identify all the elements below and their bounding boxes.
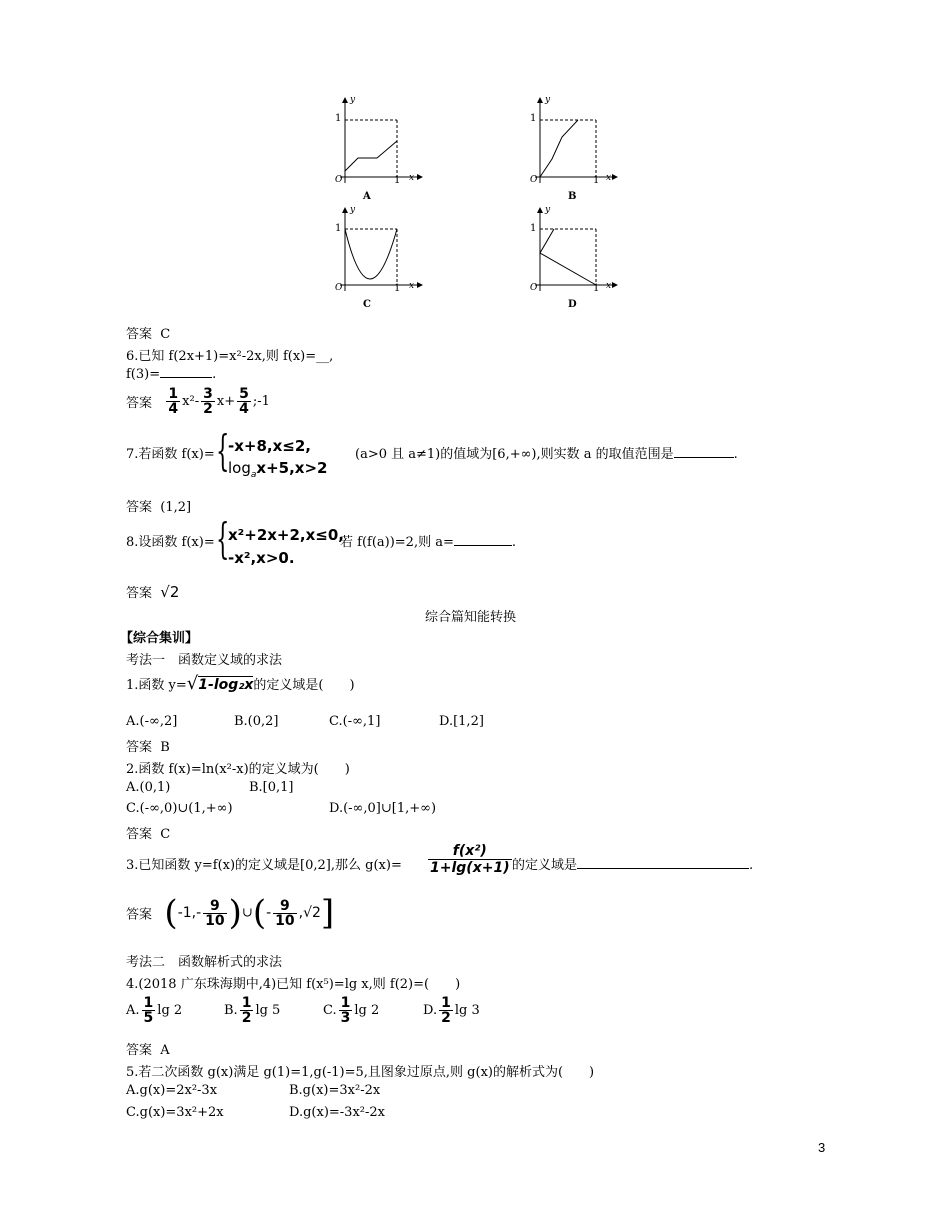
y-axis-label: y [545, 95, 551, 105]
term: x²- [182, 394, 200, 409]
q8-answer [126, 582, 179, 601]
section-subtitle: 【综合集训】 [120, 631, 199, 646]
p3-answer [126, 893, 334, 933]
fraction: $\frac{1}{5}$ [143, 995, 154, 1026]
tick-one-x: 1 [394, 283, 401, 294]
fraction: $\frac{9}{10}$ [205, 897, 225, 929]
q6-f3-label: f(3)= [126, 367, 161, 382]
graph-c [325, 205, 425, 315]
graph-label: B [568, 191, 577, 202]
q7-suffix [355, 443, 738, 462]
q7-answer [126, 496, 191, 515]
x-axis-label: x [409, 173, 415, 183]
answer-blank [160, 377, 212, 378]
answer-value: B [160, 740, 170, 755]
union-symbol: ∪ [241, 905, 253, 921]
p2-answer [126, 823, 170, 842]
tick-one-x: 1 [394, 175, 401, 186]
q6-stem: 6.已知 f(2x+1)=x²-2x,则 f(x)=__, [126, 349, 334, 364]
p5-option-c[interactable]: C.g(x)=3x²+2x [126, 1105, 224, 1120]
graph-d [520, 205, 620, 315]
q5-answer [126, 323, 170, 342]
origin-label: O [335, 283, 343, 293]
p1-option-c[interactable]: C.(-∞,1] [329, 714, 381, 729]
option-text: lg 5 [255, 1003, 281, 1018]
q7-text: (a>0 且 a≠1)的值域为[6,+∞),则实数 a 的取值范围是 [355, 447, 674, 462]
q7-prefix: 7.若函数 f(x)= [126, 447, 215, 462]
period: . [511, 535, 517, 550]
fraction: $\frac{1}{2}$ [441, 995, 451, 1026]
q7-case2 [228, 459, 327, 480]
answer-label: 答案 [126, 586, 153, 601]
fraction: $\frac{9}{10}$ [275, 897, 295, 929]
q8-case2: -x²,x>0. [228, 549, 295, 567]
period: . [749, 858, 754, 873]
minus-sign: - [266, 905, 272, 921]
answer-value: (1,2] [160, 500, 192, 515]
p1-suffix: 的定义域是( ) [253, 678, 355, 693]
log-text: log [228, 459, 251, 477]
right-bracket: ] [320, 893, 335, 933]
answer-label: 答案 [126, 327, 153, 342]
p2-stem: 2.函数 f(x)=ln(x²-x)的定义域为( ) [126, 762, 350, 777]
answer-blank [674, 457, 734, 458]
answer-label: 答案 [126, 907, 153, 923]
option-text: lg 3 [454, 1003, 480, 1018]
left-brace: { [216, 514, 230, 563]
option-text: lg 2 [157, 1003, 183, 1018]
fraction-denominator: 1+lg(x+1) [430, 860, 510, 876]
answer-value: C [160, 827, 171, 842]
tick-one-x: 1 [593, 175, 600, 186]
p3-stem-suffix [512, 854, 753, 873]
p4-answer [126, 1039, 170, 1058]
graph-label: D [568, 299, 577, 310]
origin-label: O [530, 175, 538, 185]
p4-option-b[interactable] [224, 996, 280, 1025]
q8-suffix [340, 531, 516, 550]
x-axis-label: x [606, 173, 612, 183]
answer-value: A [160, 1043, 170, 1058]
p1-stem [126, 673, 355, 694]
option-text: lg 2 [354, 1003, 380, 1018]
option-letter: C. [323, 1003, 337, 1018]
q8-case1: x²+2x+2,x≤0, [228, 526, 345, 544]
answer-label: 答案 [126, 827, 153, 842]
fraction: $\frac{1}{2}$ [241, 995, 252, 1026]
period: . [212, 367, 217, 382]
p3-suffix: 的定义域是 [512, 858, 578, 873]
p1-option-b[interactable]: B.(0,2] [234, 714, 279, 729]
answer-value: C [160, 327, 171, 342]
graph-label: A [363, 191, 371, 202]
term: ;-1 [252, 394, 270, 409]
p5-option-d[interactable]: D.g(x)=-3x²-2x [289, 1105, 385, 1120]
p2-option-a[interactable]: A.(0,1) [126, 780, 171, 795]
q6-answer [126, 387, 270, 416]
answer-label: 答案 [126, 396, 153, 411]
log-base: a [250, 470, 257, 480]
origin-label: O [530, 283, 538, 293]
interval-start: -1,- [177, 905, 202, 921]
left-paren: ( [252, 893, 267, 933]
option-letter: D. [423, 1003, 438, 1018]
p4-option-c[interactable] [323, 996, 379, 1025]
graph-b [520, 97, 620, 207]
q8-prefix: 8.设函数 f(x)= [126, 535, 215, 550]
answer-blank [577, 868, 749, 869]
q7-case1: -x+8,x≤2, [228, 437, 311, 455]
p5-option-a[interactable]: A.g(x)=2x²-3x [126, 1083, 218, 1098]
option-letter: A. [126, 1003, 140, 1018]
p4-stem: 4.(2018 广东珠海期中,4)已知 f(x⁵)=lg x,则 f(2)=( ) [126, 977, 461, 992]
right-paren: ) [228, 893, 242, 933]
fraction: $\frac{5}{4}$ [239, 386, 249, 417]
sqrt-sign: √ [186, 673, 199, 694]
answer-label: 答案 [126, 740, 153, 755]
q8-text: 若 f(f(a))=2,则 a= [340, 535, 454, 550]
y-axis-label: y [350, 205, 356, 215]
p2-option-c[interactable]: C.(-∞,0)∪(1,+∞) [126, 801, 233, 816]
interval-end: ,√2 [298, 905, 321, 921]
y-axis-label: y [350, 95, 356, 105]
p1-option-d[interactable]: D.[1,2] [439, 714, 484, 729]
method-2-title: 考法二 函数解析式的求法 [126, 955, 283, 970]
q6-line2 [126, 367, 216, 382]
fraction: $\frac{1}{3}$ [340, 995, 351, 1026]
p2-option-b[interactable]: B.[0,1] [249, 780, 294, 795]
p3-stem-prefix: 3.已知函数 y=f(x)的定义域是[0,2],那么 g(x)= [126, 858, 402, 873]
fraction-numerator: f(x²) [428, 843, 512, 860]
tick-one-y: 1 [530, 113, 537, 124]
origin-label: O [335, 175, 343, 185]
y-axis-label: y [545, 205, 551, 215]
period: . [733, 447, 738, 462]
graph-a [325, 97, 425, 207]
p1-answer [126, 736, 170, 755]
graph-label: C [363, 299, 371, 310]
option-letter: B. [224, 1003, 238, 1018]
x-axis-label: x [409, 281, 415, 291]
left-brace: { [216, 426, 230, 475]
p4-option-d[interactable] [423, 996, 480, 1025]
page-number: 3 [818, 1140, 826, 1155]
fraction: $\frac{3}{2}$ [203, 386, 213, 417]
tick-one-x: 1 [593, 283, 600, 294]
fraction: $\frac{1}{4}$ [168, 386, 179, 417]
sqrt-radicand: 1-log₂x [198, 677, 254, 693]
p1-option-a[interactable]: A.(-∞,2] [126, 714, 178, 729]
tick-one-y: 1 [335, 113, 342, 124]
answer-value: √2 [160, 583, 180, 601]
tick-one-y: 1 [335, 223, 342, 234]
p5-stem: 5.若二次函数 g(x)满足 g(1)=1,g(-1)=5,且图象过原点,则 g(x)的解析式为( ) [126, 1065, 595, 1080]
answer-label: 答案 [126, 1043, 153, 1058]
p5-option-b[interactable]: B.g(x)=3x²-2x [289, 1083, 381, 1098]
left-paren: ( [164, 893, 178, 933]
p2-option-d[interactable]: D.(-∞,0]∪[1,+∞) [329, 801, 437, 816]
answer-label: 答案 [126, 500, 153, 515]
case-rest: x+5,x>2 [256, 459, 328, 477]
answer-blank [454, 545, 512, 546]
tick-one-y: 1 [530, 223, 537, 234]
term: x+ [216, 394, 236, 409]
x-axis-label: x [606, 281, 612, 291]
method-1-title: 考法一 函数定义域的求法 [126, 653, 283, 668]
p4-option-a[interactable] [126, 996, 182, 1025]
p1-prefix: 1.函数 y= [126, 678, 187, 693]
p3-fraction [428, 843, 512, 876]
section-title: 综合篇知能转换 [425, 610, 517, 625]
